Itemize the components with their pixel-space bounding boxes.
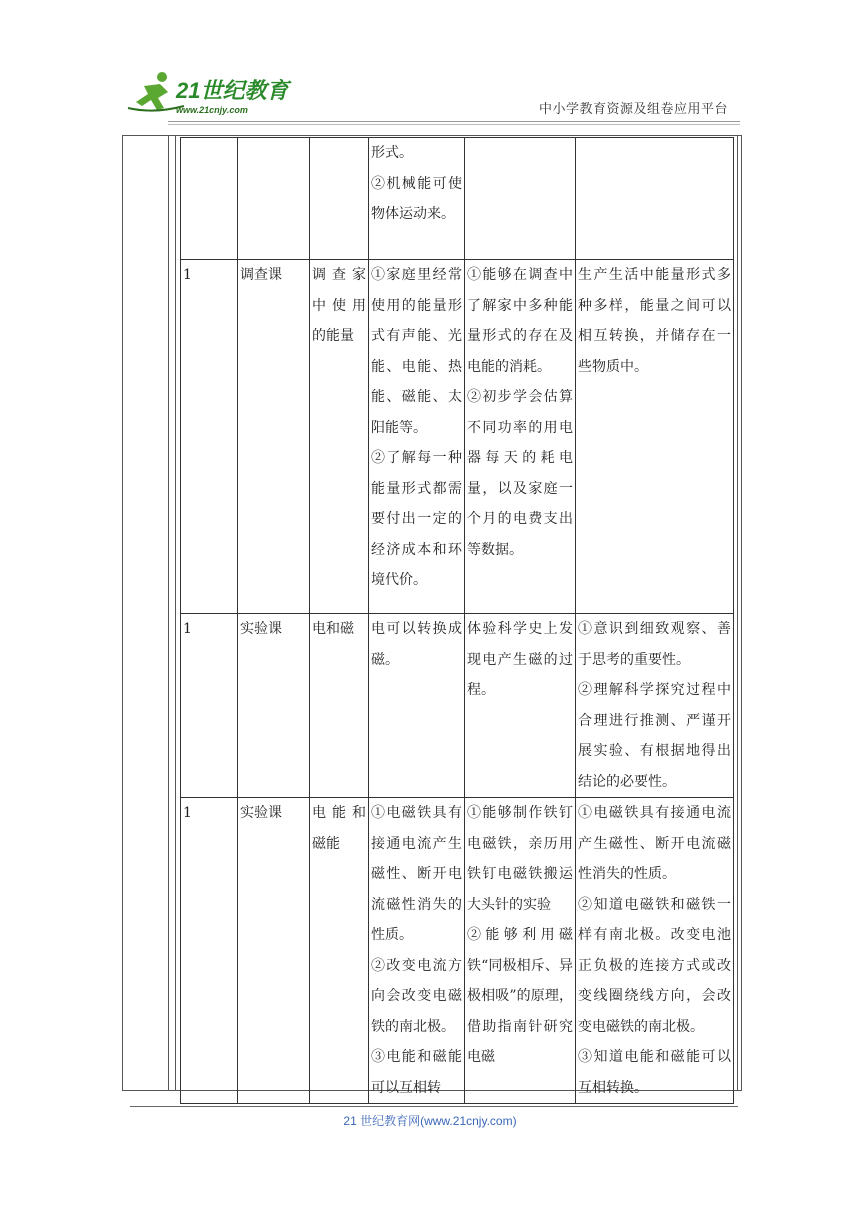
cell-paragraph: ①电磁铁具有接通电流产生磁性、断开电流磁性消失的性质。	[371, 805, 462, 943]
lesson-type-cell: 实验课	[238, 614, 310, 798]
lesson-skills-cell	[465, 138, 576, 260]
cell-paragraph: ②理解科学探究过程中合理进行推测、严谨开展实验、有根据地得出结论的必要性。	[578, 682, 731, 790]
lesson-count-cell: 1	[181, 798, 238, 1104]
site-logo[interactable]	[124, 68, 294, 120]
logo-url: www.21cnjy.com	[176, 105, 248, 115]
cell-paragraph: ③知道电能和磁能可以互相转换。	[578, 1049, 731, 1096]
cell-paragraph: ②知道电磁铁和磁铁一样有南北极。改变电池正负极的连接方式或改变线圈绕线方向，会改变电磁铁的南北极。	[578, 896, 731, 1035]
cell-paragraph: ③电能和磁能可以互相转	[371, 1049, 462, 1096]
header-divider	[168, 121, 740, 122]
cell-paragraph: ②能够利用磁铁“同极相斥、异极相吸”的原理，借助指南针研究电磁	[467, 927, 573, 1065]
lesson-type-cell: 实验课	[238, 798, 310, 1104]
lesson-count-cell	[181, 138, 238, 260]
lesson-goals-cell	[576, 260, 734, 614]
frame-divider	[737, 135, 738, 1091]
table-row	[181, 138, 734, 260]
table-row	[181, 798, 734, 1104]
cell-paragraph: 体验科学史上发现电产生磁的过程。	[467, 621, 573, 698]
lesson-goals-cell	[576, 138, 734, 260]
lesson-topic-cell	[310, 138, 369, 260]
lesson-content-cell	[369, 138, 465, 260]
cell-paragraph: ①家庭里经常使用的能量形式有声能、光能、电能、热能、磁能、太阳能等。	[371, 267, 462, 436]
logo-text: 21世纪教育	[176, 78, 289, 103]
frame-divider	[175, 135, 176, 1091]
lesson-skills-cell	[465, 614, 576, 798]
cell-paragraph: ②机械能可使物体运动来。	[371, 175, 462, 222]
header-divider-secondary	[168, 124, 740, 125]
lesson-type-cell	[238, 138, 310, 260]
cell-paragraph: ②初步学会估算不同功率的用电器每天的耗电量，以及家庭一个月的电费支出等数据。	[467, 389, 573, 558]
lesson-topic-cell: 调查家中使用的能量	[310, 260, 369, 614]
lesson-content-cell	[369, 260, 465, 614]
lesson-skills-cell	[465, 798, 576, 1104]
cell-paragraph: ①电磁铁具有接通电流产生磁性、断开电流磁性消失的性质。	[578, 805, 731, 882]
lesson-content-cell	[369, 798, 465, 1104]
lesson-skills-cell	[465, 260, 576, 614]
cell-paragraph: ①能够制作铁钉电磁铁，亲历用铁钉电磁铁搬运大头针的实验	[467, 805, 573, 913]
lesson-type-cell: 调查课	[238, 260, 310, 614]
lesson-topic-cell: 电和磁	[310, 614, 369, 798]
cell-paragraph: ①能够在调查中了解家中多种能量形式的存在及电能的消耗。	[467, 267, 573, 375]
cell-paragraph: ①意识到细致观察、善于思考的重要性。	[578, 621, 731, 668]
cell-paragraph: ②了解每一种能量形式都需要付出一定的经济成本和环境代价。	[371, 450, 462, 588]
cell-paragraph: 形式。	[371, 145, 413, 161]
frame-divider	[168, 135, 169, 1091]
lesson-content-cell	[369, 614, 465, 798]
lesson-topic-cell: 电能和磁能	[310, 798, 369, 1104]
footer-divider	[130, 1106, 738, 1107]
table-row	[181, 614, 734, 798]
lesson-goals-cell	[576, 614, 734, 798]
lesson-goals-cell	[576, 798, 734, 1104]
header-tagline: 中小学教育资源及组卷应用平台	[538, 102, 728, 117]
table-row	[181, 260, 734, 614]
lesson-table	[180, 137, 734, 1104]
cell-paragraph: 电可以转换成磁。	[371, 621, 462, 668]
cell-paragraph: 生产生活中能量形式多种多样，能量之间可以相互转换，并储存在一些物质中。	[578, 267, 731, 375]
cell-paragraph: ②改变电流方向会改变电磁铁的南北极。	[371, 957, 462, 1035]
footer-text[interactable]: 21 世纪教育网(www.21cnjy.com)	[343, 1114, 517, 1128]
lesson-count-cell: 1	[181, 614, 238, 798]
lesson-count-cell: 1	[181, 260, 238, 614]
